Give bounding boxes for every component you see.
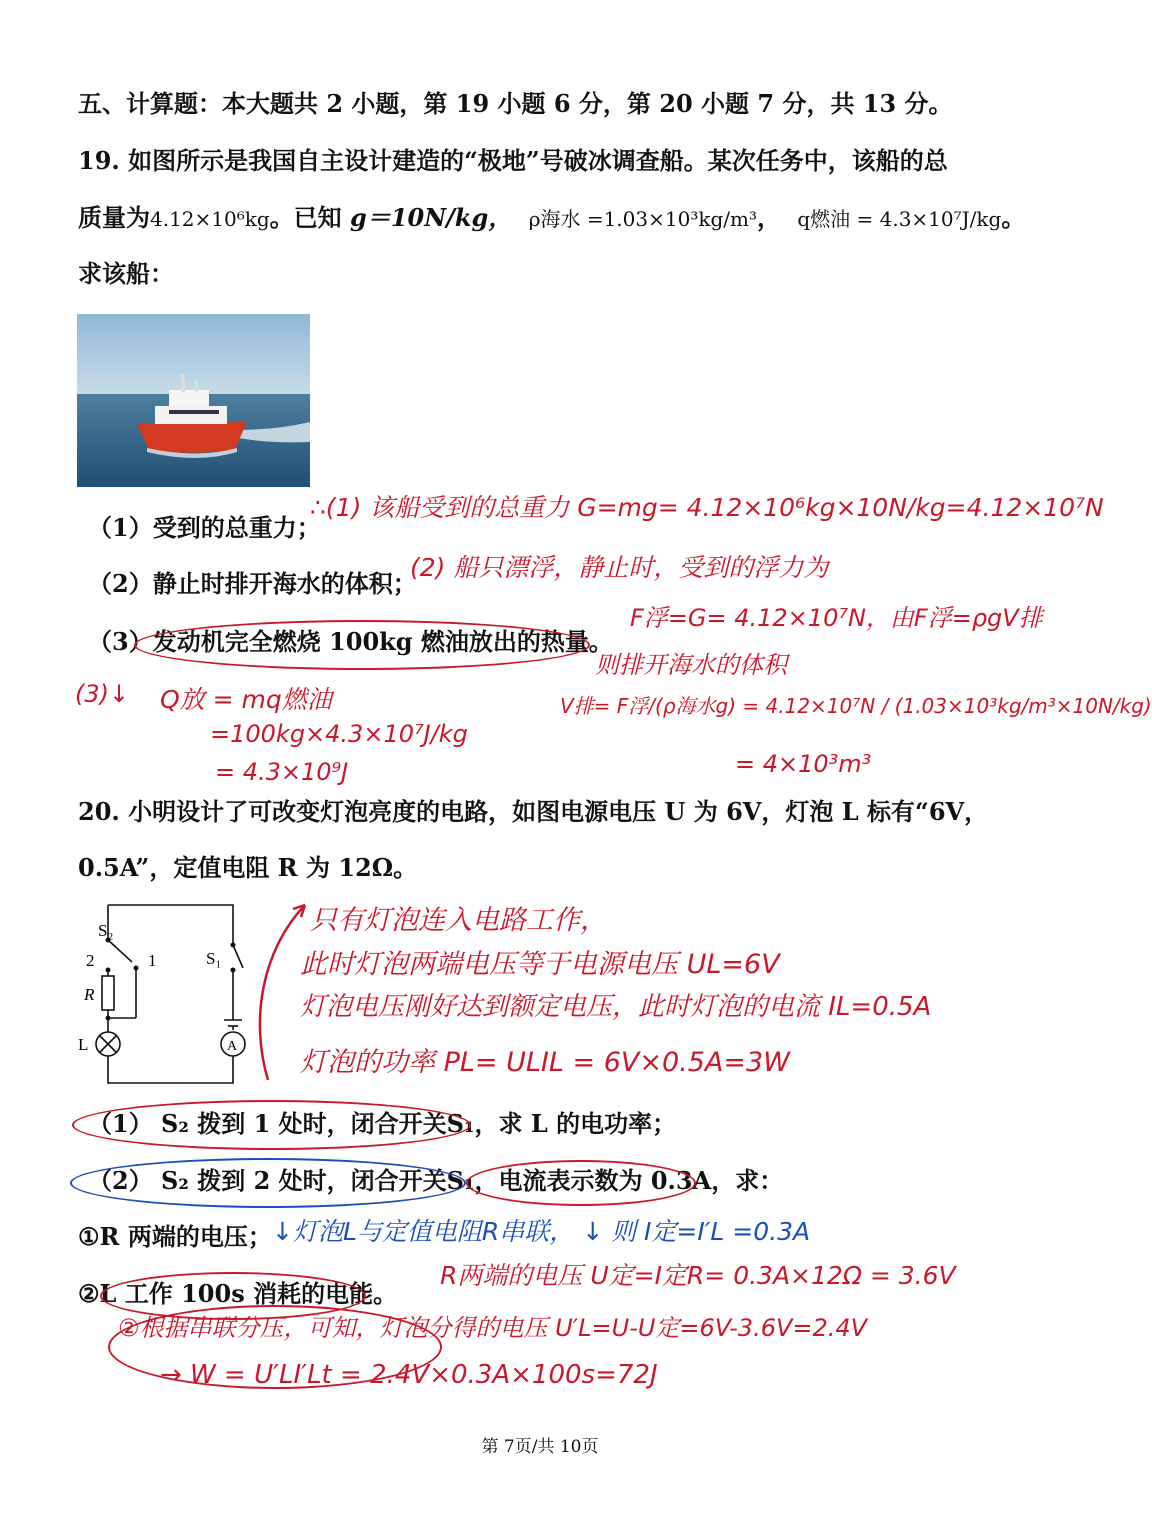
answer-q20-1-line2: 此时灯泡两端电压等于电源电压 UL=6V — [300, 949, 780, 980]
q19-line2b: 。已知 — [269, 203, 342, 232]
q20-part1: （1） S₂ 拨到 1 处时，闭合开关S₁，求 L 的电功率； — [88, 1109, 677, 1138]
answer-q20-1-line4: 灯泡的功率 PL= ULIL = 6V×0.5A=3W — [300, 1047, 790, 1078]
q19-rho: ρ海水 =1.03×10³kg/m³ — [528, 207, 757, 231]
label-pos1: 1 — [148, 951, 157, 970]
answer-q19-2-line4: V排= F浮/(ρ海水g) = 4.12×10⁷N / (1.03×10³kg/m³×10N/kg) — [560, 694, 1152, 718]
q19-g: g＝10N/kg， — [350, 203, 513, 232]
q19-q: q燃油 = 4.3×10⁷J/kg — [797, 207, 1002, 231]
answer-q20-2-2-line1: ②根据串联分压，可知，灯泡分得的电压 U′L=U-U定=6V-3.6V=2.4V — [118, 1314, 868, 1342]
label-l: L — [78, 1035, 89, 1054]
answer-q19-2-line2: F浮=G= 4.12×10⁷N，由F浮=ρgV排 — [630, 604, 1043, 632]
label-s2: S₂ — [98, 921, 114, 940]
answer-q19-3-line2: =100kg×4.3×10⁷J/kg — [210, 720, 468, 748]
q19-line1: 19. 如图所示是我国自主设计建造的“极地”号破冰调查船。某次任务中，该船的总 — [78, 146, 948, 175]
label-pos2: 2 — [86, 951, 95, 970]
q19-part3: （3）发动机完全燃烧 100kg 燃油放出的热量。 — [88, 627, 613, 656]
section-header: 五、计算题：本大题共 2 小题，第 19 小题 6 分，第 20 小题 7 分，共 13 分。 — [78, 89, 953, 118]
q19-mass: 4.12×10⁶kg — [150, 207, 270, 231]
q19-part1: （1）受到的总重力； — [88, 513, 321, 542]
q20-line1: 20. 小明设计了可改变灯泡亮度的电路，如图电源电压 U 为 6V，灯泡 L 标有“6V， — [78, 797, 989, 826]
q20-line2: 0.5A”，定值电阻 R 为 12Ω。 — [78, 853, 418, 882]
q20-part2: （2） S₂ 拨到 2 处时，闭合开关S₁，电流表示数为 0.3A，求： — [88, 1166, 784, 1195]
answer-q19-2-line3: 则排开海水的体积 — [595, 651, 787, 679]
answer-q20-2-1-line2: R两端的电压 U定=I定R= 0.3A×12Ω = 3.6V — [440, 1261, 956, 1290]
answer-q20-1-line1: 只有灯泡连入电路工作， — [310, 905, 607, 936]
q19-line2a: 质量为 — [78, 203, 150, 232]
answer-q19-3-line1: Q放 = mq燃油 — [160, 685, 332, 714]
answer-q20-2-2-line2: → W = U′LI′Lt = 2.4V×0.3A×100s=72J — [160, 1360, 658, 1390]
page-footer: 第 7页/共 10页 — [481, 1437, 599, 1457]
label-r: R — [84, 985, 95, 1004]
q19-end: 。 — [1001, 203, 1026, 232]
answer-q19-3-label: (3)↓ — [75, 680, 130, 708]
q20-part2-2: ②L 工作 100s 消耗的电能。 — [78, 1279, 398, 1308]
answer-q19-2-line1: (2) 船只漂浮，静止时，受到的浮力为 — [410, 553, 829, 582]
answer-q19-1: ∴(1) 该船受到的总重力 G=mg= 4.12×10⁶kg×10N/kg=4.12×10⁷N — [310, 493, 1104, 522]
label-s1: S₁ — [206, 949, 222, 968]
q19-part2: （2）静止时排开海水的体积； — [88, 569, 417, 598]
answer-q20-2-1-line1: ↓灯泡L与定值电阻R串联， ↓ 则 I定=I′L =0.3A — [272, 1217, 811, 1246]
answer-q19-3-line3: = 4.3×10⁹J — [215, 758, 349, 786]
label-ammeter: A — [227, 1039, 238, 1054]
q19-line3: 求该船： — [78, 259, 174, 288]
answer-q20-1-line3: 灯泡电压刚好达到额定电压，此时灯泡的电流 IL=0.5A — [300, 992, 932, 1022]
q20-part2-1: ①R 两端的电压； — [78, 1222, 272, 1251]
answer-q19-2-line5: = 4×10³m³ — [735, 750, 872, 778]
q19-line2: 质量为4.12×10⁶kg。已知 g＝10N/kg， ρ海水 =1.03×10³kg/m³， q燃油 = 4.3×10⁷J/kg。 — [78, 203, 1026, 232]
